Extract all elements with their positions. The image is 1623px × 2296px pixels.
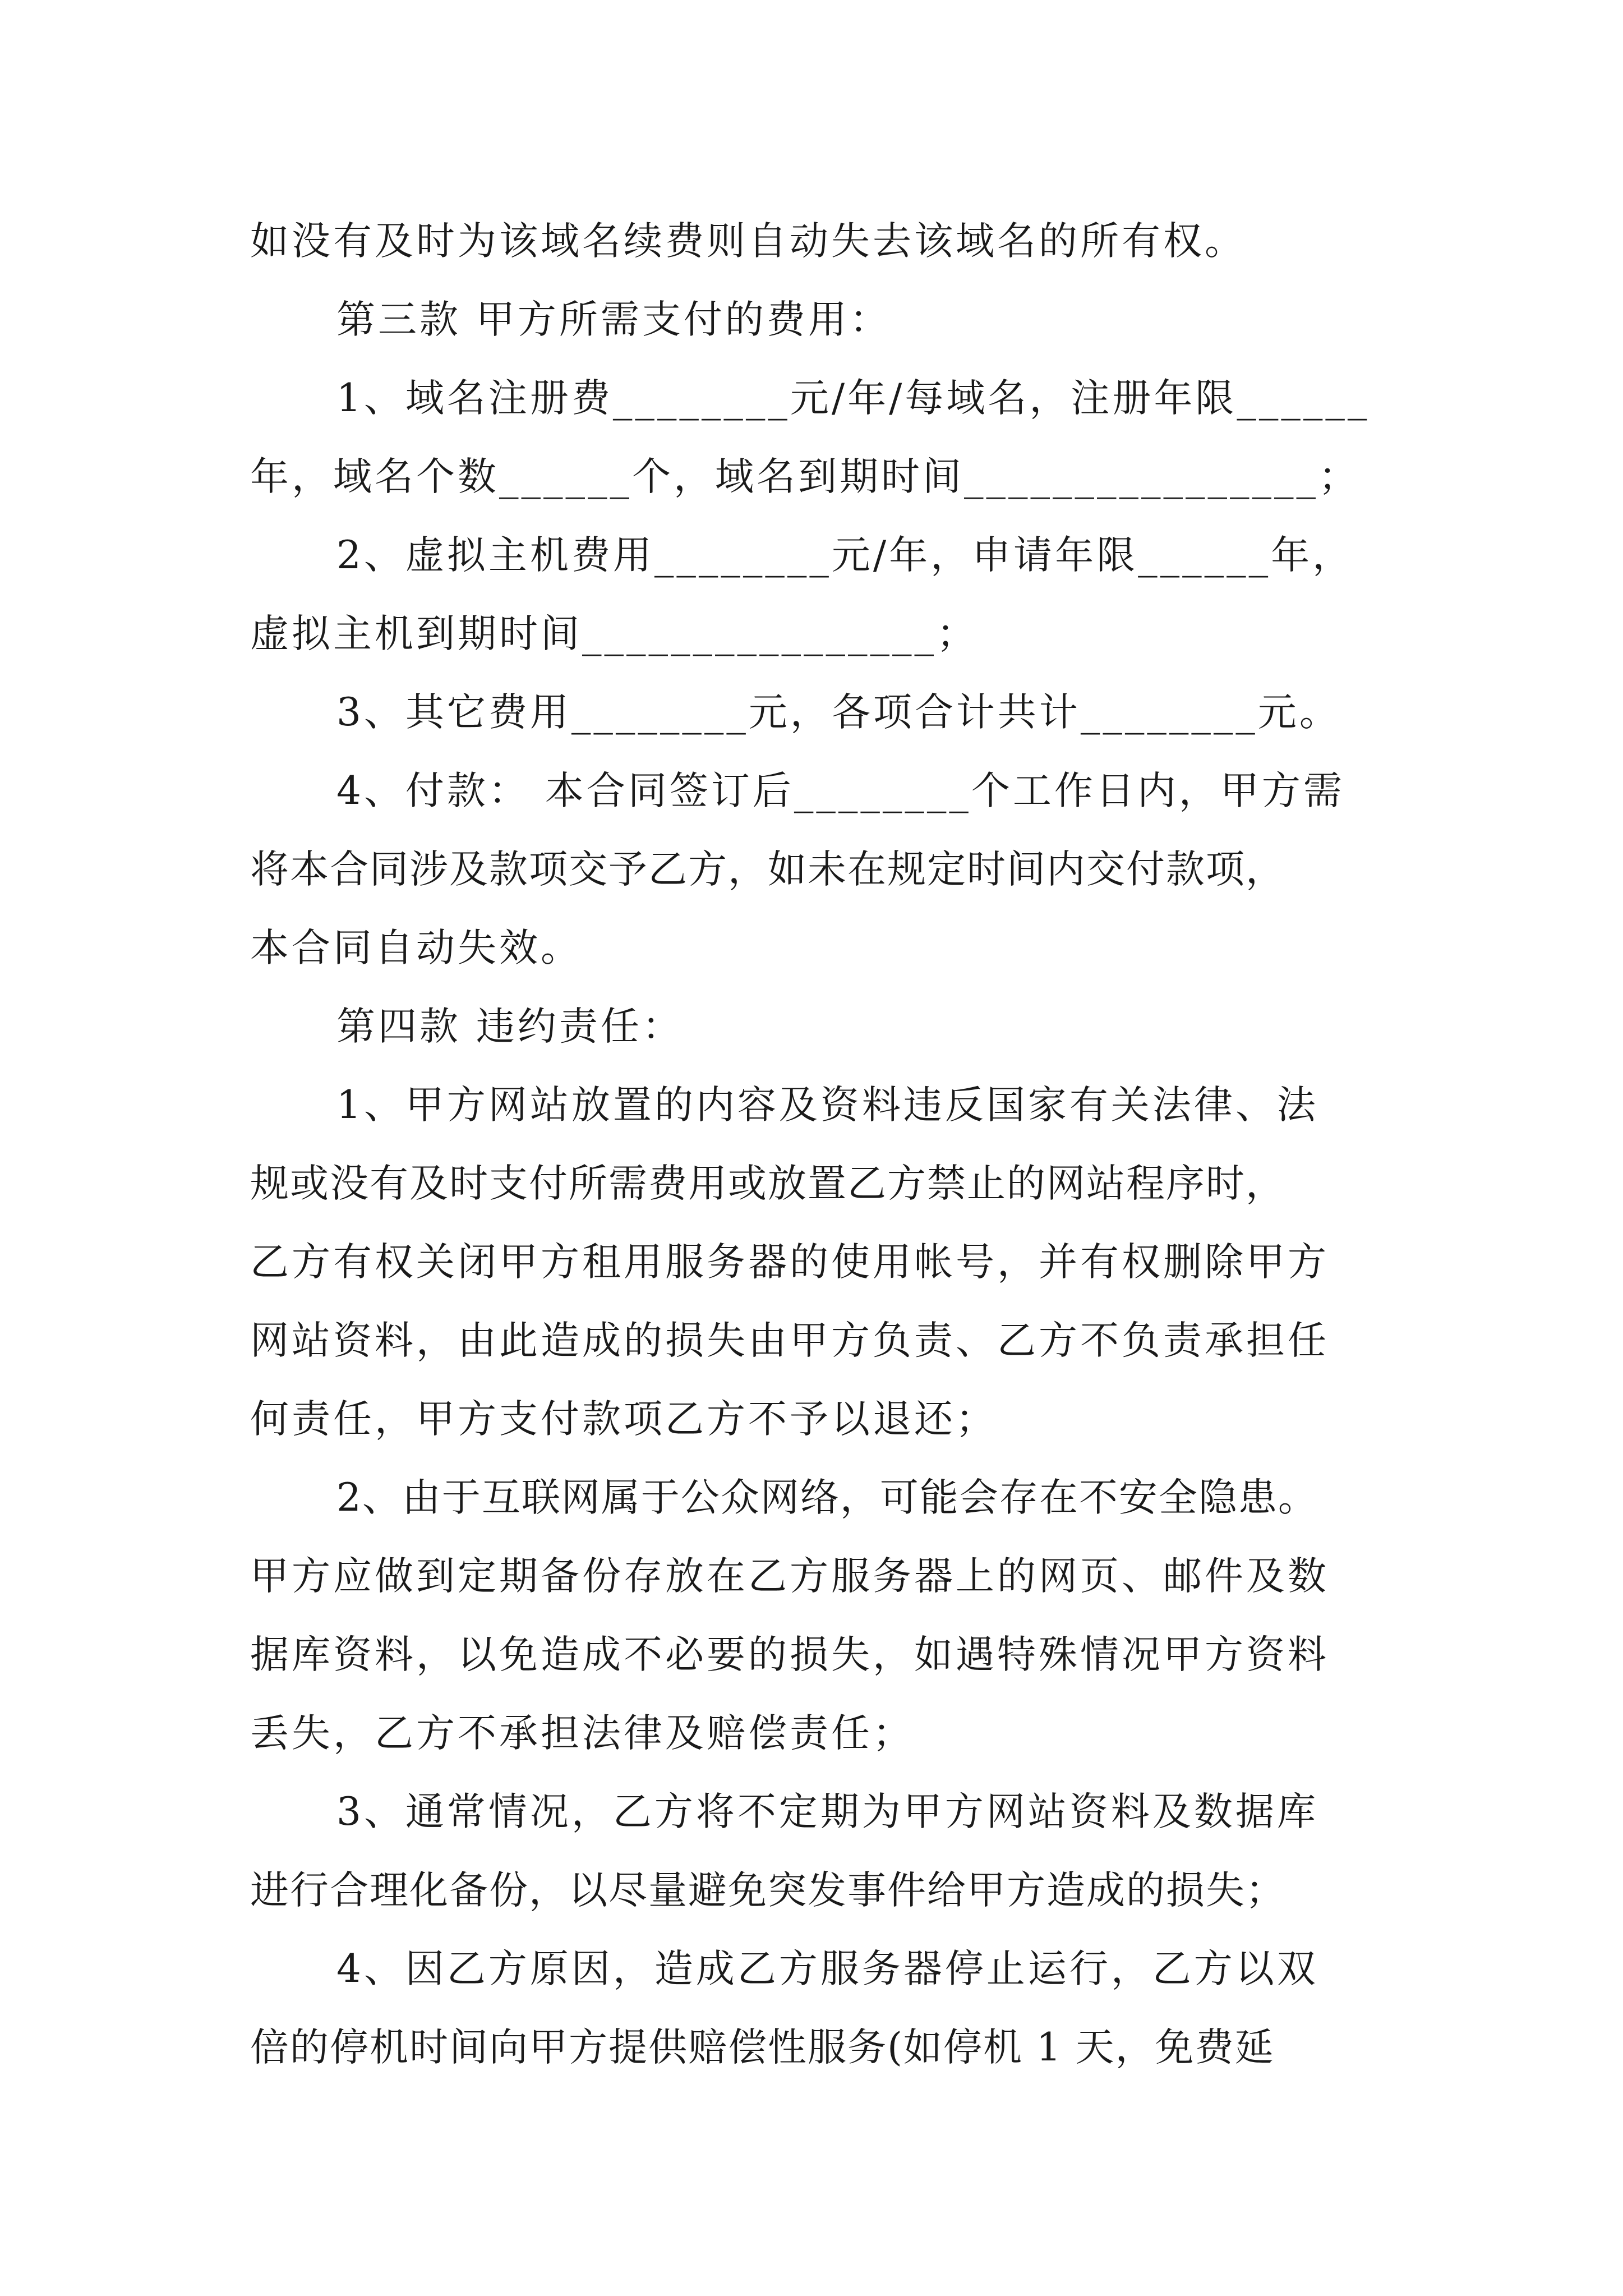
text-line: 规或没有及时支付所需费用或放置乙方禁止的网站程序时，	[250, 1161, 1285, 1206]
text-line: 本合同自动失效。	[250, 926, 582, 970]
text-line: 虚拟主机到期时间________________；	[250, 611, 978, 656]
text-line: 4、付款： 本合同签订后________个工作日内，甲方需	[336, 769, 1345, 813]
text-line: 据库资料，以免造成不必要的损失，如遇特殊情况甲方资料	[250, 1632, 1329, 1677]
text-line: 4、因乙方原因，造成乙方服务器停止运行，乙方以双	[336, 1947, 1318, 1991]
text-line: 甲方应做到定期备份存放在乙方服务器上的网页、邮件及数	[250, 1554, 1329, 1599]
text-line: 进行合理化备份，以尽量避免突发事件给甲方造成的损失；	[250, 1868, 1285, 1913]
text-line: 1、甲方网站放置的内容及资料违反国家有关法律、法	[336, 1083, 1318, 1128]
text-line: 倍的停机时间向甲方提供赔偿性服务(如停机 1 天，免费延	[250, 2025, 1275, 2070]
text-line: 3、其它费用________元，各项合计共计________元。	[336, 690, 1341, 735]
text-line: 3、通常情况，乙方将不定期为甲方网站资料及数据库	[336, 1789, 1318, 1834]
text-line: 网站资料，由此造成的损失由甲方负责、乙方不负责承担任	[250, 1318, 1329, 1363]
section-heading: 第四款 违约责任：	[336, 1004, 684, 1049]
text-line: 丢失，乙方不承担法律及赔偿责任；	[250, 1711, 914, 1756]
section-heading: 第三款 甲方所需支付的费用：	[336, 297, 891, 342]
text-line: 乙方有权关闭甲方租用服务器的使用帐号，并有权删除甲方	[250, 1240, 1329, 1285]
text-line: 年，域名个数______个，域名到期时间________________；	[250, 454, 1360, 499]
text-line: 如没有及时为该域名续费则自动失去该域名的所有权。	[250, 219, 1246, 264]
text-line: 2、由于互联网属于公众网络，可能会存在不安全隐患。	[336, 1475, 1318, 1520]
text-line: 2、虚拟主机费用________元/年，申请年限______年，	[336, 533, 1354, 578]
text-line: 1、域名注册费________元/年/每域名，注册年限______	[336, 376, 1370, 421]
text-line: 何责任，甲方支付款项乙方不予以退还；	[250, 1397, 997, 1442]
text-line: 将本合同涉及款项交予乙方，如未在规定时间内交付款项，	[250, 847, 1285, 892]
